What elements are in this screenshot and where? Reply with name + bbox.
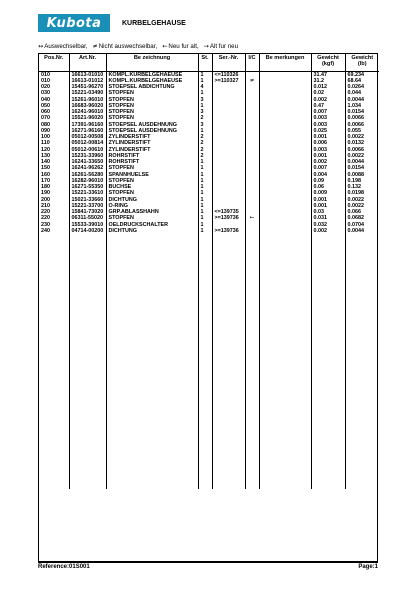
cell-ser: >=139736: [212, 228, 245, 234]
cell-pos: 030: [41, 90, 50, 97]
cell-pos: 040: [41, 96, 50, 103]
cell-bez: STOPFEN: [106, 215, 198, 221]
cell-st: 3: [198, 97, 212, 103]
cell-pos: 230: [41, 221, 50, 228]
cell-bez: STOPFEN: [106, 97, 198, 103]
empty-cell: [198, 234, 212, 489]
cell-st: 1: [198, 178, 212, 184]
legend-label: Auswechselbar,: [44, 43, 88, 50]
cell-ic: ≠: [245, 78, 259, 84]
cell-kg: 0.025: [311, 128, 345, 134]
cell-bez: STOPFEN: [106, 190, 198, 196]
parts-table: [39, 54, 379, 489]
cell-ser: <=139735: [212, 209, 245, 215]
cell-st: 1: [198, 159, 212, 165]
empty-cell: [212, 234, 245, 489]
cell-lb: 0.0198: [345, 190, 379, 196]
footer-divider: [38, 562, 378, 563]
cell-pos: 050: [41, 102, 50, 109]
cell-art: 16613-01010: [69, 71, 106, 78]
cell-art: 16271-55350: [69, 184, 106, 190]
cell-pos: 150: [41, 165, 50, 172]
cell-ic: [245, 71, 259, 78]
empty-cell: [106, 234, 198, 489]
col-header-kg: Gewicht (kgf): [311, 54, 345, 71]
cell-st: 1: [198, 165, 212, 171]
cell-kg: 0.001: [311, 153, 345, 159]
cell-st: 1: [198, 90, 212, 96]
legend-item: [162, 43, 198, 50]
old-for-new-arrow-icon: →: [203, 43, 209, 50]
cell-art: 15841-73020: [69, 209, 106, 215]
cell-st: 2: [198, 140, 212, 146]
cell-bez: OELDRUCKSCHALTER: [106, 222, 198, 228]
table-body: [39, 71, 379, 489]
cell-art: 15221-33700: [69, 203, 106, 209]
empty-cell: [345, 234, 379, 489]
cell-art: 15451-96270: [69, 84, 106, 90]
cell-st: 1: [198, 197, 212, 203]
cell-lb: 0.0154: [345, 109, 379, 115]
col-header-bem: Be merkungen: [259, 54, 311, 71]
cell-lb: 0.0132: [345, 140, 379, 146]
parts-table-frame: [38, 53, 378, 562]
cell-pos: 210: [41, 202, 50, 209]
cell-st: 2: [198, 115, 212, 121]
cell-art: 17391-96160: [69, 122, 106, 128]
cell-lb: 0.0022: [345, 197, 379, 203]
cell-kg: 0.09: [311, 178, 345, 184]
cell-pos: 060: [41, 109, 50, 115]
cell-bez: STOPFEN: [106, 115, 198, 121]
cell-bez: DICHTUNG: [106, 228, 198, 234]
cell-kg: 0.007: [311, 165, 345, 171]
empty-cell: [39, 234, 69, 489]
cell-art: 16271-96160: [69, 128, 106, 134]
cell-lb: 0.198: [345, 178, 379, 184]
legend-item: [93, 43, 158, 50]
cell-st: 1: [198, 184, 212, 190]
cell-bez: ROHRSTIFT: [106, 153, 198, 159]
cell-st: 1: [198, 172, 212, 178]
cell-art: 05012-00508: [69, 134, 106, 140]
cell-lb: 0.0022: [345, 134, 379, 140]
cell-st: 1: [198, 203, 212, 209]
cell-bem: [259, 71, 311, 78]
legend-label: Neu fur alt,: [168, 43, 199, 50]
cell-kg: 0.004: [311, 172, 345, 178]
cell-art: 05012-00610: [69, 147, 106, 153]
cell-kg: 0.012: [311, 84, 345, 90]
cell-bez: SPANNHUELSE: [106, 172, 198, 178]
cell-art: 06311-55020: [69, 215, 106, 221]
col-header-ser: Ser.-Nr.: [212, 54, 245, 71]
cell-art: 16613-01012: [69, 78, 106, 84]
cell-st: 3: [198, 122, 212, 128]
table-header-row: [39, 54, 379, 71]
cell-st: 1: [198, 128, 212, 134]
col-header-lb: Gewicht (lb): [345, 54, 379, 71]
legend-item: [204, 43, 238, 50]
cell-lb: 0.0066: [345, 115, 379, 121]
legend-label: Alt fur neu: [209, 43, 239, 50]
cell-lb: 0.0044: [345, 97, 379, 103]
cell-kg: 0.007: [311, 109, 345, 115]
cell-pos: 090: [41, 127, 50, 134]
cell-kg: 31.2: [311, 78, 345, 84]
cell-bez: KOMPL.KURBELGEHAEUSE: [106, 78, 198, 84]
cell-bez: STOPFEN: [106, 90, 198, 96]
cell-pos: 080: [41, 121, 50, 128]
cell-pos: 140: [41, 159, 50, 165]
col-header-art: Art.Nr.: [69, 54, 106, 71]
cell-pos: 130: [41, 152, 50, 159]
cell-lb: 0.066: [345, 209, 379, 215]
empty-cell: [259, 234, 311, 489]
cell-ser: <=110326: [212, 71, 245, 78]
cell-st: 1: [198, 228, 212, 234]
cell-kg: 0.002: [311, 97, 345, 103]
cell-bez: STOPFEN: [106, 109, 198, 115]
table-filler-row: [39, 234, 379, 489]
cell-st: 1: [198, 215, 212, 221]
empty-cell: [311, 234, 345, 489]
cell-bez: O-RING: [106, 203, 198, 209]
cell-kg: 0.031: [311, 215, 345, 221]
cell-kg: 0.02: [311, 90, 345, 96]
cell-art: 05012-00814: [69, 140, 106, 146]
cell-kg: 0.009: [311, 190, 345, 196]
cell-lb: 0.044: [345, 90, 379, 96]
cell-kg: 0.002: [311, 159, 345, 165]
legend-item: [38, 43, 88, 50]
col-header-bez: Be zeichnung: [106, 54, 198, 71]
cell-pos: 110: [41, 140, 50, 147]
cell-pos: 070: [41, 115, 50, 122]
cell-art: 16241-96262: [69, 165, 106, 171]
cell-bez: STOEPSEL AUSDEHNUNG: [106, 128, 198, 134]
cell-st: 3: [198, 109, 212, 115]
cell-bez: ZYLINDERSTIFT: [106, 134, 198, 140]
cell-ser: >=110327: [212, 78, 245, 84]
reference-label: Reference:01S001: [38, 564, 90, 570]
interchangeable-arrow-icon: ↔: [38, 43, 44, 50]
cell-bez: DICHTUNG: [106, 197, 198, 203]
cell-art: 16241-33650: [69, 159, 106, 165]
cell-st: 1: [198, 209, 212, 215]
page-header: [38, 14, 186, 32]
cell-bez: ROHRSTIFT: [106, 159, 198, 165]
cell-lb: 68.64: [345, 78, 379, 84]
cell-kg: 0.003: [311, 122, 345, 128]
cell-art: 16261-56280: [69, 172, 106, 178]
cell-kg: 0.001: [311, 134, 345, 140]
cell-lb: 0.0044: [345, 228, 379, 234]
page-number: Page:1: [358, 564, 378, 570]
col-header-st: St.: [198, 54, 212, 71]
cell-lb: 0.0044: [345, 159, 379, 165]
cell-st: 1: [198, 78, 212, 84]
cell-kg: 0.006: [311, 140, 345, 146]
not-interchangeable-icon: ≠: [92, 43, 98, 50]
cell-bez: ZYLINDERSTIFT: [106, 147, 198, 153]
cell-bez: KOMPL.KURBELGEHAEUSE: [106, 71, 198, 78]
cell-bez: STOEPSEL ABDICHTUNG: [106, 84, 198, 90]
cell-pos: 220: [41, 215, 50, 222]
cell-st: 4: [198, 84, 212, 90]
cell-lb: 1.034: [345, 103, 379, 109]
legend: [38, 43, 243, 50]
cell-art: 16683-96020: [69, 103, 106, 109]
cell-lb: 0.0066: [345, 147, 379, 153]
cell-art: 15521-96020: [69, 115, 106, 121]
legend-label: Nicht auswechselbar,: [98, 43, 158, 50]
cell-st: 1: [198, 71, 212, 78]
col-header-pos: Pos.Nr.: [39, 54, 69, 71]
cell-art: 16241-96010: [69, 109, 106, 115]
cell-ser: >=139736: [212, 215, 245, 221]
cell-bez: STOPFEN: [106, 103, 198, 109]
cell-kg: 0.032: [311, 222, 345, 228]
cell-st: 1: [198, 222, 212, 228]
cell-pos: 240: [41, 227, 50, 234]
cell-pos: 190: [41, 190, 50, 197]
cell-kg: 31.47: [311, 71, 345, 78]
cell-pos: 120: [41, 146, 50, 153]
cell-pos: 010: [41, 77, 50, 84]
cell-pos: 020: [41, 84, 50, 90]
cell-bez: STOPFEN: [106, 165, 198, 171]
new-for-old-arrow-icon: ←: [162, 43, 168, 50]
cell-art: 16282-96010: [69, 178, 106, 184]
cell-st: 2: [198, 134, 212, 140]
cell-lb: 0.0022: [345, 153, 379, 159]
cell-st: 2: [198, 153, 212, 159]
cell-lb: 0.0704: [345, 222, 379, 228]
cell-pos: 100: [41, 134, 50, 140]
cell-kg: 0.002: [311, 228, 345, 234]
cell-pos: 170: [41, 177, 50, 184]
cell-ic: ←: [245, 215, 259, 221]
cell-bez: ZYLINDERSTIFT: [106, 140, 198, 146]
cell-kg: 0.47: [311, 103, 345, 109]
cell-pos: 010: [41, 71, 50, 78]
cell-lb: 0.0154: [345, 165, 379, 171]
cell-lb: 0.132: [345, 184, 379, 190]
cell-art: 15533-39010: [69, 222, 106, 228]
cell-art: 15231-33960: [69, 153, 106, 159]
cell-lb: 0.055: [345, 128, 379, 134]
cell-bez: BUCHSE: [106, 184, 198, 190]
cell-kg: 0.001: [311, 203, 345, 209]
cell-kg: 0.06: [311, 184, 345, 190]
cell-pos: 180: [41, 184, 50, 190]
cell-lb: 69.234: [345, 71, 379, 78]
cell-art: 15261-96010: [69, 97, 106, 103]
cell-bez: STOPFEN: [106, 178, 198, 184]
col-header-ic: I/C: [245, 54, 259, 71]
cell-bez: GRP.ABLASSHAHN: [106, 209, 198, 215]
cell-lb: 0.0066: [345, 122, 379, 128]
cell-art: 04714-00200: [69, 228, 106, 234]
empty-cell: [69, 234, 106, 489]
cell-kg: 0.003: [311, 147, 345, 153]
document-title: KURBELGEHAUSE: [122, 19, 186, 27]
cell-art: 15221-03490: [69, 90, 106, 96]
cell-pos: 220: [41, 209, 50, 215]
cell-st: 2: [198, 147, 212, 153]
cell-lb: 0.0682: [345, 215, 379, 221]
cell-kg: 0.001: [311, 197, 345, 203]
cell-st: 1: [198, 103, 212, 109]
cell-art: 15021-33660: [69, 197, 106, 203]
cell-pos: 160: [41, 171, 50, 178]
empty-cell: [245, 234, 259, 489]
cell-lb: 0.0088: [345, 172, 379, 178]
cell-st: 1: [198, 190, 212, 196]
cell-pos: 200: [41, 196, 50, 203]
table-row: [39, 71, 379, 78]
cell-art: 15221-33610: [69, 190, 106, 196]
cell-lb: 0.0264: [345, 84, 379, 90]
kubota-logo: Kubota: [38, 14, 110, 32]
cell-kg: 0.003: [311, 115, 345, 121]
cell-bez: STOEPSEL AUSDEHNUNG: [106, 122, 198, 128]
cell-kg: 0.03: [311, 209, 345, 215]
cell-lb: 0.0022: [345, 203, 379, 209]
